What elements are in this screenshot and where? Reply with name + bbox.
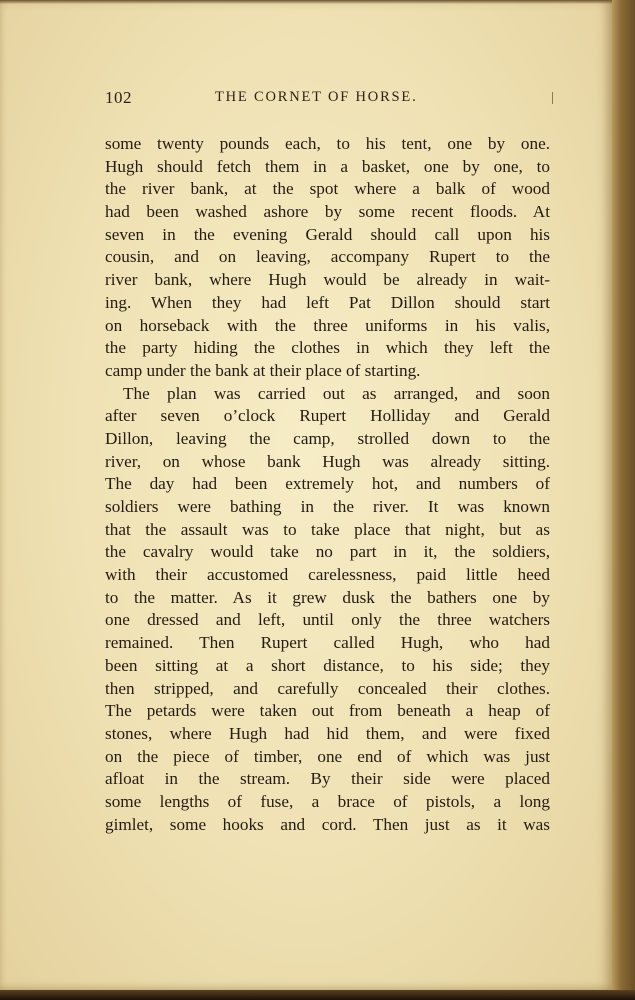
text-line: one dressed and left, until only the three watchers xyxy=(105,610,550,630)
text-line: river bank, where Hugh would be already in wait- xyxy=(105,270,550,290)
text-line: afloat in the stream. By their side were placed xyxy=(105,769,550,789)
text-line: remained. Then Rupert called Hugh, who had xyxy=(105,633,550,653)
text-line: Hugh should fetch them in a basket, one by one, to xyxy=(105,156,550,176)
text-line: The day had been extremely hot, and numbers of xyxy=(105,474,550,494)
text-line: ing. When they had left Pat Dillon should start xyxy=(105,292,550,312)
text-line: the party hiding the clothes in which they left the xyxy=(105,338,550,358)
page-header xyxy=(105,88,555,112)
running-head: THE CORNET OF HORSE. xyxy=(215,89,418,105)
text-line: then stripped, and carefully concealed their clothes. xyxy=(105,678,550,698)
book-spine-edge xyxy=(612,0,635,1000)
text-line: cousin, and on leaving, accompany Rupert to the xyxy=(105,247,550,267)
text-line: that the assault was to take place that night, but as xyxy=(105,519,550,539)
text-line: camp under the bank at their place of starting. xyxy=(105,360,421,380)
text-line: soldiers were bathing in the river. It was known xyxy=(105,497,550,516)
text-line: stones, where Hugh had hid them, and were fixed xyxy=(105,723,550,743)
text-line: the river bank, at the spot where a balk of wood xyxy=(105,179,550,199)
text-line: on the piece of timber, one end of which was just xyxy=(105,746,550,766)
text-line: river, on whose bank Hugh was already sitting. xyxy=(105,451,550,471)
text-line: Dillon, leaving the camp, strolled down to the xyxy=(105,428,550,448)
text-line: on horseback with the three uniforms in his valis, xyxy=(105,315,550,335)
body-text xyxy=(105,133,550,836)
text-line: gimlet, some hooks and cord. Then just as it was xyxy=(105,814,550,834)
text-line: some lengths of fuse, a brace of pistols, a long xyxy=(105,791,550,811)
text-line: been sitting at a short distance, to his side; they xyxy=(105,655,550,675)
page-number: 102 xyxy=(105,88,132,107)
paragraph-first-line: The plan was carried out as arranged, and soon xyxy=(123,383,550,403)
text-line: after seven o’clock Rupert Holliday and Gerald xyxy=(105,406,550,426)
page-top-edge xyxy=(0,0,612,4)
text-line: the cavalry would take no part in it, the soldiers, xyxy=(105,542,550,562)
text-line: The petards were taken out from beneath a heap of xyxy=(105,701,550,721)
page-bottom-edge xyxy=(0,990,635,1000)
text-line: with their accustomed carelessness, paid little heed xyxy=(105,565,550,585)
text-line: seven in the evening Gerald should call upon his xyxy=(105,224,550,244)
text-line: some twenty pounds each, to his tent, one by one. xyxy=(105,134,550,153)
text-line: had been washed ashore by some recent floods. At xyxy=(105,202,550,222)
margin-mark xyxy=(552,92,553,104)
text-line: to the matter. As it grew dusk the bathers one by xyxy=(105,587,550,607)
